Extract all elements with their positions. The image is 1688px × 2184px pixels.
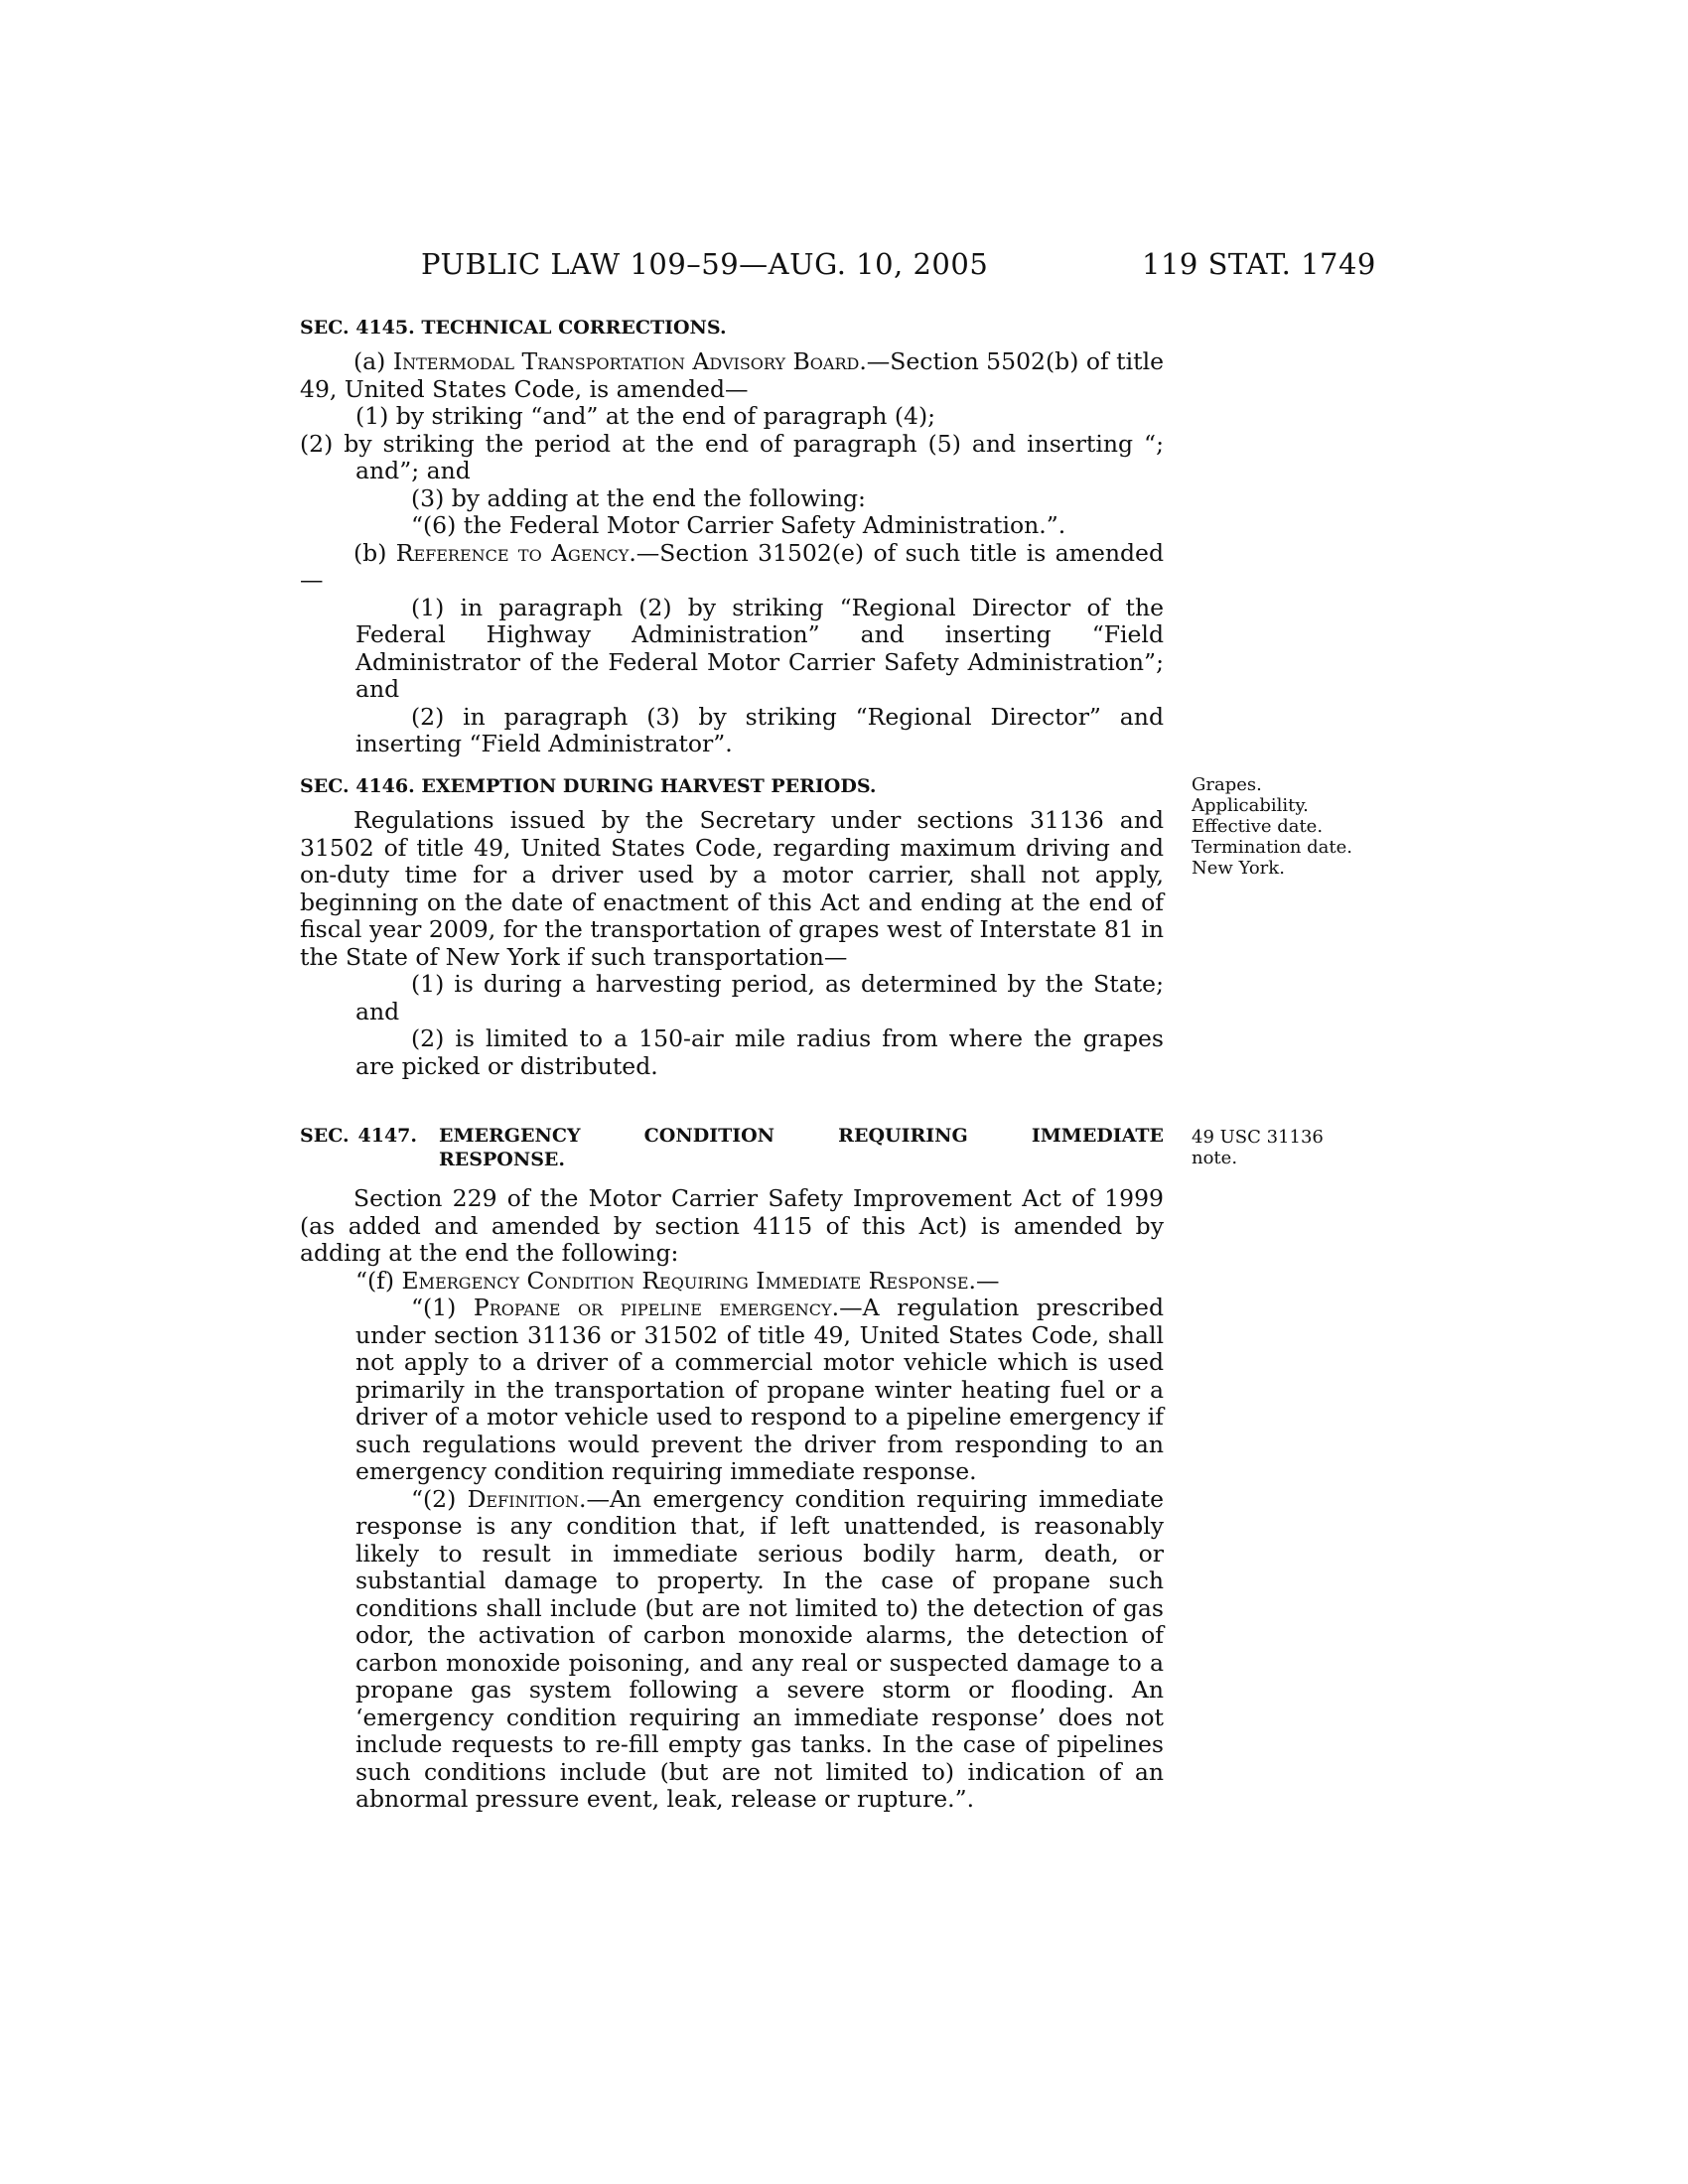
subsection-b-item-1: (1) in paragraph (2) by striking “Regional Director of the Federal Highway Administration” and inserting “Field Administrator of the Federal Motor Carrier Safety Administration”; and	[355, 593, 1164, 703]
subsection-a-item-3: (3) by adding at the end the following:	[411, 483, 866, 512]
section-4146-item-1: (1) is during a harvesting period, as determined by the State; and	[355, 970, 1164, 1025]
section-4146-heading: SEC. 4146. EXEMPTION DURING HARVEST PERIODS.	[300, 775, 877, 797]
section-4147	[300, 1124, 1164, 1814]
margin-note-usc-citation: 49 USC 31136 note.	[1192, 1127, 1324, 1168]
running-header-stat-page: 119 STAT. 1749	[1142, 247, 1376, 281]
subsection-f-heading: “(f) Emergency Condition Requiring Immediate Response.—	[355, 1266, 1000, 1295]
subsection-a: (a) Intermodal Transportation Advisory Board.—Section 5502(b) of title 49, United States Code, is amended—	[300, 347, 1164, 403]
paragraph-2-caption: Definition	[467, 1484, 579, 1513]
section-4146	[300, 774, 1164, 1080]
paragraph-1-caption: Propane or pipeline emergency	[473, 1294, 832, 1321]
subsection-a-item-1: (1) by striking “and” at the end of paragraph (4);	[355, 402, 936, 430]
section-4146-body: Regulations issued by the Secretary under sections 31136 and 31502 of title 49, United States Code, regarding maximum driving and on-duty time for a driver used by a motor carrier, shall not apply, beginning on the date of enactment of this Act and ending at the end of fiscal year 2009, for the transportation of grapes west of Interstate 81 in the State of New York if such transportation—	[300, 806, 1164, 971]
subsection-f-caption: Emergency Condition Requiring Immediate Response	[401, 1266, 969, 1295]
section-4146-item-2: (2) is limited to a 150-air mile radius from where the grapes are picked or distributed.	[355, 1024, 1164, 1080]
paragraph-2-definition: “(2) Definition.—An emergency condition requiring immediate response is any condition that, if left unattended, is reasonably likely to result in immediate serious bodily harm, death, or substantial damage to property. In the case of propane such conditions shall include (but are not limited to) the detection of gas odor, the activation of carbon monoxide alarms, the detection of carbon monoxide poisoning, and any real or suspected damage to a propane gas system following a severe storm or flooding. An ‘emergency condition requiring an immediate response’ does not include requests to re-fill empty gas tanks. In the case of pipelines such conditions include (but are not limited to) indication of an abnormal pressure event, leak, release or rupture.”.	[355, 1484, 1164, 1813]
subsection-b: (b) Reference to Agency.—Section 31502(e) of such title is amended—	[300, 538, 1164, 594]
subsection-a-caption: Intermodal Transportation Advisory Board	[392, 347, 860, 375]
paragraph-1-propane-pipeline: “(1) Propane or pipeline emergency.—A regulation prescribed under section 31136 or 31502 of title 49, United States Code, shall not apply to a driver of a commercial motor vehicle which is used primarily in the transportation of propane winter heating fuel or a driver of a motor vehicle used to respond to a pipeline emergency if such regulations would prevent the driver from responding to an emergency condition requiring immediate response.	[355, 1294, 1164, 1485]
section-4147-heading: SEC. 4147. EMERGENCY CONDITION REQUIRING IMMEDIATE	[300, 1125, 1164, 1147]
section-4147-body: Section 229 of the Motor Carrier Safety Improvement Act of 1999 (as added and amended by section 4115 of this Act) is amended by adding at the end the following:	[300, 1184, 1164, 1267]
section-4147-heading-cont: RESPONSE.	[439, 1149, 566, 1170]
subsection-a-quoted-paragraph-6: “(6) the Federal Motor Carrier Safety Administration.”.	[411, 511, 1066, 539]
section-4145-heading: SEC. 4145. TECHNICAL CORRECTIONS.	[300, 317, 727, 339]
margin-note-grapes: Grapes. Applicability. Effective date. Termination date. New York.	[1192, 774, 1353, 879]
section-4145	[300, 316, 1164, 758]
running-header-public-law: PUBLIC LAW 109–59—AUG. 10, 2005	[421, 247, 989, 281]
subsection-b-caption: Reference to Agency	[395, 538, 630, 567]
subsection-a-item-2: (2) by striking the period at the end of paragraph (5) and inserting “; and”; and	[300, 429, 1164, 484]
subsection-b-item-2: (2) in paragraph (3) by striking “Regional Director” and inserting “Field Administrator”.	[355, 702, 1164, 757]
